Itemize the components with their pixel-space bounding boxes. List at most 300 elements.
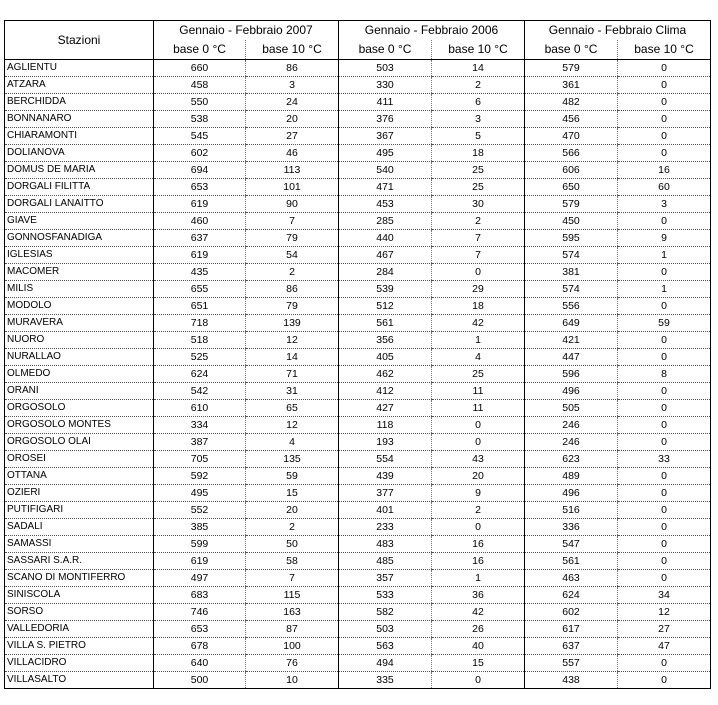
- value-2007-base10: 24: [246, 94, 339, 111]
- value-2006-base0: 330: [339, 77, 432, 94]
- value-clima-base0: 574: [525, 281, 618, 298]
- station-name: ATZARA: [5, 77, 154, 94]
- table-row: [5, 179, 711, 196]
- station-name: GIAVE: [5, 213, 154, 230]
- value-2007-base10: 7: [246, 570, 339, 587]
- value-clima-base0: 617: [525, 621, 618, 638]
- value-clima-base0: 489: [525, 468, 618, 485]
- value-clima-base0: 623: [525, 451, 618, 468]
- value-clima-base10: 33: [618, 451, 711, 468]
- station-name: PUTIFIGARI: [5, 502, 154, 519]
- table-header: [5, 21, 711, 60]
- value-2007-base10: 20: [246, 111, 339, 128]
- value-2006-base0: 563: [339, 638, 432, 655]
- value-2007-base10: 12: [246, 332, 339, 349]
- value-clima-base0: 496: [525, 383, 618, 400]
- value-2006-base10: 42: [432, 315, 525, 332]
- value-2006-base10: 20: [432, 468, 525, 485]
- value-2007-base10: 90: [246, 196, 339, 213]
- station-name: ORGOSOLO OLAI: [5, 434, 154, 451]
- value-2007-base10: 135: [246, 451, 339, 468]
- value-clima-base10: 0: [618, 400, 711, 417]
- value-clima-base0: 574: [525, 247, 618, 264]
- value-2006-base10: 5: [432, 128, 525, 145]
- value-clima-base0: 595: [525, 230, 618, 247]
- table-row: [5, 128, 711, 145]
- value-clima-base0: 596: [525, 366, 618, 383]
- value-2007-base0: 602: [154, 145, 246, 162]
- station-name: NUORO: [5, 332, 154, 349]
- table-row: [5, 315, 711, 332]
- subheader-2007-base0: base 0 °C: [154, 40, 246, 60]
- subheader-2006-base10: base 10 °C: [432, 40, 525, 60]
- value-2006-base0: 453: [339, 196, 432, 213]
- value-2006-base0: 356: [339, 332, 432, 349]
- value-2007-base0: 385: [154, 519, 246, 536]
- value-2006-base0: 539: [339, 281, 432, 298]
- value-2007-base10: 139: [246, 315, 339, 332]
- station-name: DOLIANOVA: [5, 145, 154, 162]
- value-2006-base0: 533: [339, 587, 432, 604]
- table-row: [5, 536, 711, 553]
- value-2007-base10: 113: [246, 162, 339, 179]
- value-clima-base0: 516: [525, 502, 618, 519]
- value-clima-base10: 0: [618, 128, 711, 145]
- station-name: OROSEI: [5, 451, 154, 468]
- value-clima-base0: 470: [525, 128, 618, 145]
- value-2007-base0: 550: [154, 94, 246, 111]
- value-clima-base0: 602: [525, 604, 618, 621]
- value-2007-base0: 552: [154, 502, 246, 519]
- value-2007-base10: 4: [246, 434, 339, 451]
- value-clima-base10: 0: [618, 332, 711, 349]
- value-2006-base10: 43: [432, 451, 525, 468]
- value-2006-base10: 18: [432, 145, 525, 162]
- value-2006-base0: 285: [339, 213, 432, 230]
- station-name: NURALLAO: [5, 349, 154, 366]
- value-clima-base10: 0: [618, 94, 711, 111]
- value-clima-base10: 12: [618, 604, 711, 621]
- value-2006-base0: 440: [339, 230, 432, 247]
- value-2007-base10: 20: [246, 502, 339, 519]
- value-clima-base10: 0: [618, 553, 711, 570]
- value-2007-base0: 542: [154, 383, 246, 400]
- value-2007-base0: 718: [154, 315, 246, 332]
- value-2007-base0: 746: [154, 604, 246, 621]
- value-2006-base0: 503: [339, 621, 432, 638]
- value-2007-base10: 27: [246, 128, 339, 145]
- value-2007-base0: 545: [154, 128, 246, 145]
- value-2006-base0: 467: [339, 247, 432, 264]
- value-clima-base10: 0: [618, 502, 711, 519]
- value-clima-base0: 438: [525, 672, 618, 689]
- value-2007-base10: 71: [246, 366, 339, 383]
- value-clima-base10: 3: [618, 196, 711, 213]
- value-2006-base10: 11: [432, 400, 525, 417]
- value-2007-base10: 100: [246, 638, 339, 655]
- table-row: [5, 145, 711, 162]
- value-2007-base0: 619: [154, 196, 246, 213]
- table-row: [5, 451, 711, 468]
- value-clima-base0: 557: [525, 655, 618, 672]
- value-clima-base0: 456: [525, 111, 618, 128]
- value-clima-base10: 0: [618, 349, 711, 366]
- value-2006-base10: 16: [432, 536, 525, 553]
- value-2006-base0: 405: [339, 349, 432, 366]
- group-header-2007: Gennaio - Febbraio 2007: [154, 21, 339, 41]
- value-2007-base10: 87: [246, 621, 339, 638]
- subheader-clima-base10: base 10 °C: [618, 40, 711, 60]
- value-2007-base0: 640: [154, 655, 246, 672]
- table-row: [5, 247, 711, 264]
- table-row: [5, 587, 711, 604]
- value-2007-base0: 518: [154, 332, 246, 349]
- value-clima-base10: 0: [618, 77, 711, 94]
- value-2007-base10: 3: [246, 77, 339, 94]
- station-name: VILLACIDRO: [5, 655, 154, 672]
- value-2007-base10: 2: [246, 519, 339, 536]
- value-clima-base0: 649: [525, 315, 618, 332]
- value-2006-base10: 4: [432, 349, 525, 366]
- value-2006-base10: 0: [432, 672, 525, 689]
- value-clima-base10: 0: [618, 145, 711, 162]
- value-2006-base10: 16: [432, 553, 525, 570]
- value-2007-base10: 79: [246, 230, 339, 247]
- value-2006-base0: 411: [339, 94, 432, 111]
- table-row: [5, 468, 711, 485]
- value-clima-base0: 547: [525, 536, 618, 553]
- value-2007-base0: 334: [154, 417, 246, 434]
- value-2006-base10: 15: [432, 655, 525, 672]
- group-header-row: [5, 21, 711, 41]
- value-2007-base0: 458: [154, 77, 246, 94]
- group-header-2006: Gennaio - Febbraio 2006: [339, 21, 525, 41]
- station-name: SASSARI S.A.R.: [5, 553, 154, 570]
- value-2007-base0: 525: [154, 349, 246, 366]
- station-name: ORANI: [5, 383, 154, 400]
- value-clima-base0: 566: [525, 145, 618, 162]
- value-2006-base0: 495: [339, 145, 432, 162]
- value-2007-base0: 655: [154, 281, 246, 298]
- value-2006-base10: 14: [432, 60, 525, 77]
- value-2006-base0: 485: [339, 553, 432, 570]
- value-2006-base10: 7: [432, 247, 525, 264]
- value-2006-base10: 0: [432, 519, 525, 536]
- value-clima-base0: 421: [525, 332, 618, 349]
- value-2006-base10: 36: [432, 587, 525, 604]
- subheader-2006-base0: base 0 °C: [339, 40, 432, 60]
- value-2007-base10: 65: [246, 400, 339, 417]
- station-column-header: Stazioni: [5, 21, 154, 60]
- table-row: [5, 60, 711, 77]
- value-clima-base0: 650: [525, 179, 618, 196]
- value-clima-base0: 505: [525, 400, 618, 417]
- value-2006-base10: 0: [432, 417, 525, 434]
- value-2007-base0: 678: [154, 638, 246, 655]
- value-2007-base0: 624: [154, 366, 246, 383]
- value-clima-base0: 624: [525, 587, 618, 604]
- table-row: [5, 553, 711, 570]
- value-clima-base10: 59: [618, 315, 711, 332]
- value-2007-base10: 115: [246, 587, 339, 604]
- value-2006-base0: 494: [339, 655, 432, 672]
- value-2007-base10: 86: [246, 60, 339, 77]
- station-name: SORSO: [5, 604, 154, 621]
- station-name: VILLASALTO: [5, 672, 154, 689]
- table-body: [5, 60, 711, 689]
- value-clima-base0: 579: [525, 196, 618, 213]
- value-2006-base10: 0: [432, 264, 525, 281]
- table-row: [5, 230, 711, 247]
- value-2007-base0: 619: [154, 247, 246, 264]
- degree-days-table: [4, 20, 711, 689]
- station-name: ORGOSOLO: [5, 400, 154, 417]
- value-2007-base0: 592: [154, 468, 246, 485]
- value-2006-base0: 582: [339, 604, 432, 621]
- station-name: OZIERI: [5, 485, 154, 502]
- value-2007-base10: 14: [246, 349, 339, 366]
- value-2007-base0: 619: [154, 553, 246, 570]
- value-2007-base10: 101: [246, 179, 339, 196]
- value-2006-base10: 29: [432, 281, 525, 298]
- subheader-2007-base10: base 10 °C: [246, 40, 339, 60]
- station-name: DORGALI FILITTA: [5, 179, 154, 196]
- value-2006-base0: 233: [339, 519, 432, 536]
- value-clima-base10: 8: [618, 366, 711, 383]
- table-row: [5, 570, 711, 587]
- value-clima-base0: 496: [525, 485, 618, 502]
- value-clima-base10: 0: [618, 672, 711, 689]
- value-2007-base10: 59: [246, 468, 339, 485]
- station-name: AGLIENTU: [5, 60, 154, 77]
- table-row: [5, 604, 711, 621]
- value-2007-base10: 2: [246, 264, 339, 281]
- value-2007-base0: 653: [154, 179, 246, 196]
- table-row: [5, 298, 711, 315]
- table-row: [5, 655, 711, 672]
- value-2006-base0: 561: [339, 315, 432, 332]
- value-2006-base0: 284: [339, 264, 432, 281]
- value-clima-base10: 47: [618, 638, 711, 655]
- value-clima-base0: 336: [525, 519, 618, 536]
- value-2006-base10: 3: [432, 111, 525, 128]
- value-2007-base0: 651: [154, 298, 246, 315]
- station-name: VALLEDORIA: [5, 621, 154, 638]
- group-header-clima: Gennaio - Febbraio Clima: [525, 21, 711, 41]
- value-clima-base10: 16: [618, 162, 711, 179]
- table-row: [5, 196, 711, 213]
- table-row: [5, 111, 711, 128]
- value-2006-base10: 11: [432, 383, 525, 400]
- value-2006-base0: 512: [339, 298, 432, 315]
- value-2006-base0: 554: [339, 451, 432, 468]
- value-clima-base10: 0: [618, 417, 711, 434]
- table-row: [5, 417, 711, 434]
- value-2007-base0: 435: [154, 264, 246, 281]
- station-name: BERCHIDDA: [5, 94, 154, 111]
- value-clima-base10: 0: [618, 264, 711, 281]
- value-2006-base0: 367: [339, 128, 432, 145]
- value-2006-base10: 25: [432, 366, 525, 383]
- value-clima-base10: 0: [618, 519, 711, 536]
- value-2007-base0: 694: [154, 162, 246, 179]
- value-2007-base0: 660: [154, 60, 246, 77]
- value-2007-base10: 10: [246, 672, 339, 689]
- value-2006-base0: 376: [339, 111, 432, 128]
- value-2006-base0: 540: [339, 162, 432, 179]
- value-clima-base0: 361: [525, 77, 618, 94]
- station-name: SAMASSI: [5, 536, 154, 553]
- value-2006-base10: 30: [432, 196, 525, 213]
- station-name: GONNOSFANADIGA: [5, 230, 154, 247]
- table-row: [5, 213, 711, 230]
- station-name: DORGALI LANAITTO: [5, 196, 154, 213]
- value-2007-base10: 46: [246, 145, 339, 162]
- value-2006-base10: 1: [432, 332, 525, 349]
- value-2006-base0: 462: [339, 366, 432, 383]
- table-row: [5, 77, 711, 94]
- value-2007-base10: 15: [246, 485, 339, 502]
- value-clima-base0: 463: [525, 570, 618, 587]
- value-2006-base10: 40: [432, 638, 525, 655]
- value-clima-base0: 637: [525, 638, 618, 655]
- value-2006-base10: 1: [432, 570, 525, 587]
- value-clima-base0: 450: [525, 213, 618, 230]
- value-clima-base0: 246: [525, 417, 618, 434]
- value-clima-base0: 482: [525, 94, 618, 111]
- value-clima-base10: 0: [618, 434, 711, 451]
- value-2007-base0: 460: [154, 213, 246, 230]
- value-2007-base10: 54: [246, 247, 339, 264]
- station-name: VILLA S. PIETRO: [5, 638, 154, 655]
- value-2006-base10: 42: [432, 604, 525, 621]
- table-row: [5, 400, 711, 417]
- value-clima-base0: 246: [525, 434, 618, 451]
- station-name: SINISCOLA: [5, 587, 154, 604]
- value-clima-base10: 0: [618, 213, 711, 230]
- value-2006-base0: 377: [339, 485, 432, 502]
- value-2007-base0: 538: [154, 111, 246, 128]
- value-clima-base0: 447: [525, 349, 618, 366]
- table-row: [5, 349, 711, 366]
- value-clima-base10: 0: [618, 298, 711, 315]
- value-clima-base10: 60: [618, 179, 711, 196]
- table-row: [5, 383, 711, 400]
- table-row: [5, 519, 711, 536]
- table-row: [5, 264, 711, 281]
- value-clima-base10: 1: [618, 247, 711, 264]
- value-2006-base0: 427: [339, 400, 432, 417]
- value-2007-base10: 50: [246, 536, 339, 553]
- table-row: [5, 485, 711, 502]
- value-2006-base10: 2: [432, 213, 525, 230]
- value-clima-base10: 34: [618, 587, 711, 604]
- table-row: [5, 162, 711, 179]
- value-2006-base10: 2: [432, 502, 525, 519]
- value-2006-base0: 503: [339, 60, 432, 77]
- value-2006-base0: 401: [339, 502, 432, 519]
- table-row: [5, 94, 711, 111]
- table-row: [5, 366, 711, 383]
- value-clima-base0: 556: [525, 298, 618, 315]
- table-row: [5, 638, 711, 655]
- value-2007-base0: 683: [154, 587, 246, 604]
- value-clima-base10: 27: [618, 621, 711, 638]
- station-name: ORGOSOLO MONTES: [5, 417, 154, 434]
- value-2007-base10: 58: [246, 553, 339, 570]
- value-2007-base10: 31: [246, 383, 339, 400]
- value-2007-base10: 79: [246, 298, 339, 315]
- table-row: [5, 281, 711, 298]
- table-row: [5, 672, 711, 689]
- value-2006-base0: 483: [339, 536, 432, 553]
- value-2006-base10: 6: [432, 94, 525, 111]
- table-row: [5, 621, 711, 638]
- station-name: DOMUS DE MARIA: [5, 162, 154, 179]
- value-2006-base0: 193: [339, 434, 432, 451]
- value-2007-base10: 12: [246, 417, 339, 434]
- value-2007-base0: 500: [154, 672, 246, 689]
- value-clima-base10: 1: [618, 281, 711, 298]
- value-2007-base0: 705: [154, 451, 246, 468]
- value-2007-base0: 599: [154, 536, 246, 553]
- value-2006-base0: 412: [339, 383, 432, 400]
- value-2006-base10: 25: [432, 162, 525, 179]
- station-name: MODOLO: [5, 298, 154, 315]
- value-2007-base0: 497: [154, 570, 246, 587]
- value-2007-base10: 7: [246, 213, 339, 230]
- table-row: [5, 434, 711, 451]
- value-clima-base10: 0: [618, 60, 711, 77]
- value-2007-base0: 653: [154, 621, 246, 638]
- value-2006-base10: 18: [432, 298, 525, 315]
- value-clima-base0: 381: [525, 264, 618, 281]
- value-clima-base0: 606: [525, 162, 618, 179]
- value-clima-base10: 0: [618, 468, 711, 485]
- station-name: MURAVERA: [5, 315, 154, 332]
- value-clima-base10: 0: [618, 383, 711, 400]
- value-2006-base10: 7: [432, 230, 525, 247]
- subheader-clima-base0: base 0 °C: [525, 40, 618, 60]
- value-2007-base0: 637: [154, 230, 246, 247]
- value-clima-base10: 9: [618, 230, 711, 247]
- value-clima-base10: 0: [618, 536, 711, 553]
- station-name: SCANO DI MONTIFERRO: [5, 570, 154, 587]
- station-name: MILIS: [5, 281, 154, 298]
- value-2007-base0: 387: [154, 434, 246, 451]
- value-2006-base10: 0: [432, 434, 525, 451]
- table-row: [5, 332, 711, 349]
- value-2006-base0: 335: [339, 672, 432, 689]
- value-2006-base0: 357: [339, 570, 432, 587]
- value-clima-base10: 0: [618, 655, 711, 672]
- value-clima-base10: 0: [618, 570, 711, 587]
- station-name: MACOMER: [5, 264, 154, 281]
- value-2006-base0: 471: [339, 179, 432, 196]
- station-name: OLMEDO: [5, 366, 154, 383]
- station-name: OTTANA: [5, 468, 154, 485]
- value-clima-base0: 579: [525, 60, 618, 77]
- value-2007-base10: 86: [246, 281, 339, 298]
- value-2006-base10: 26: [432, 621, 525, 638]
- value-2006-base0: 118: [339, 417, 432, 434]
- value-2007-base0: 495: [154, 485, 246, 502]
- value-2007-base10: 76: [246, 655, 339, 672]
- station-name: CHIARAMONTI: [5, 128, 154, 145]
- value-2006-base0: 439: [339, 468, 432, 485]
- value-clima-base10: 0: [618, 111, 711, 128]
- value-2007-base0: 610: [154, 400, 246, 417]
